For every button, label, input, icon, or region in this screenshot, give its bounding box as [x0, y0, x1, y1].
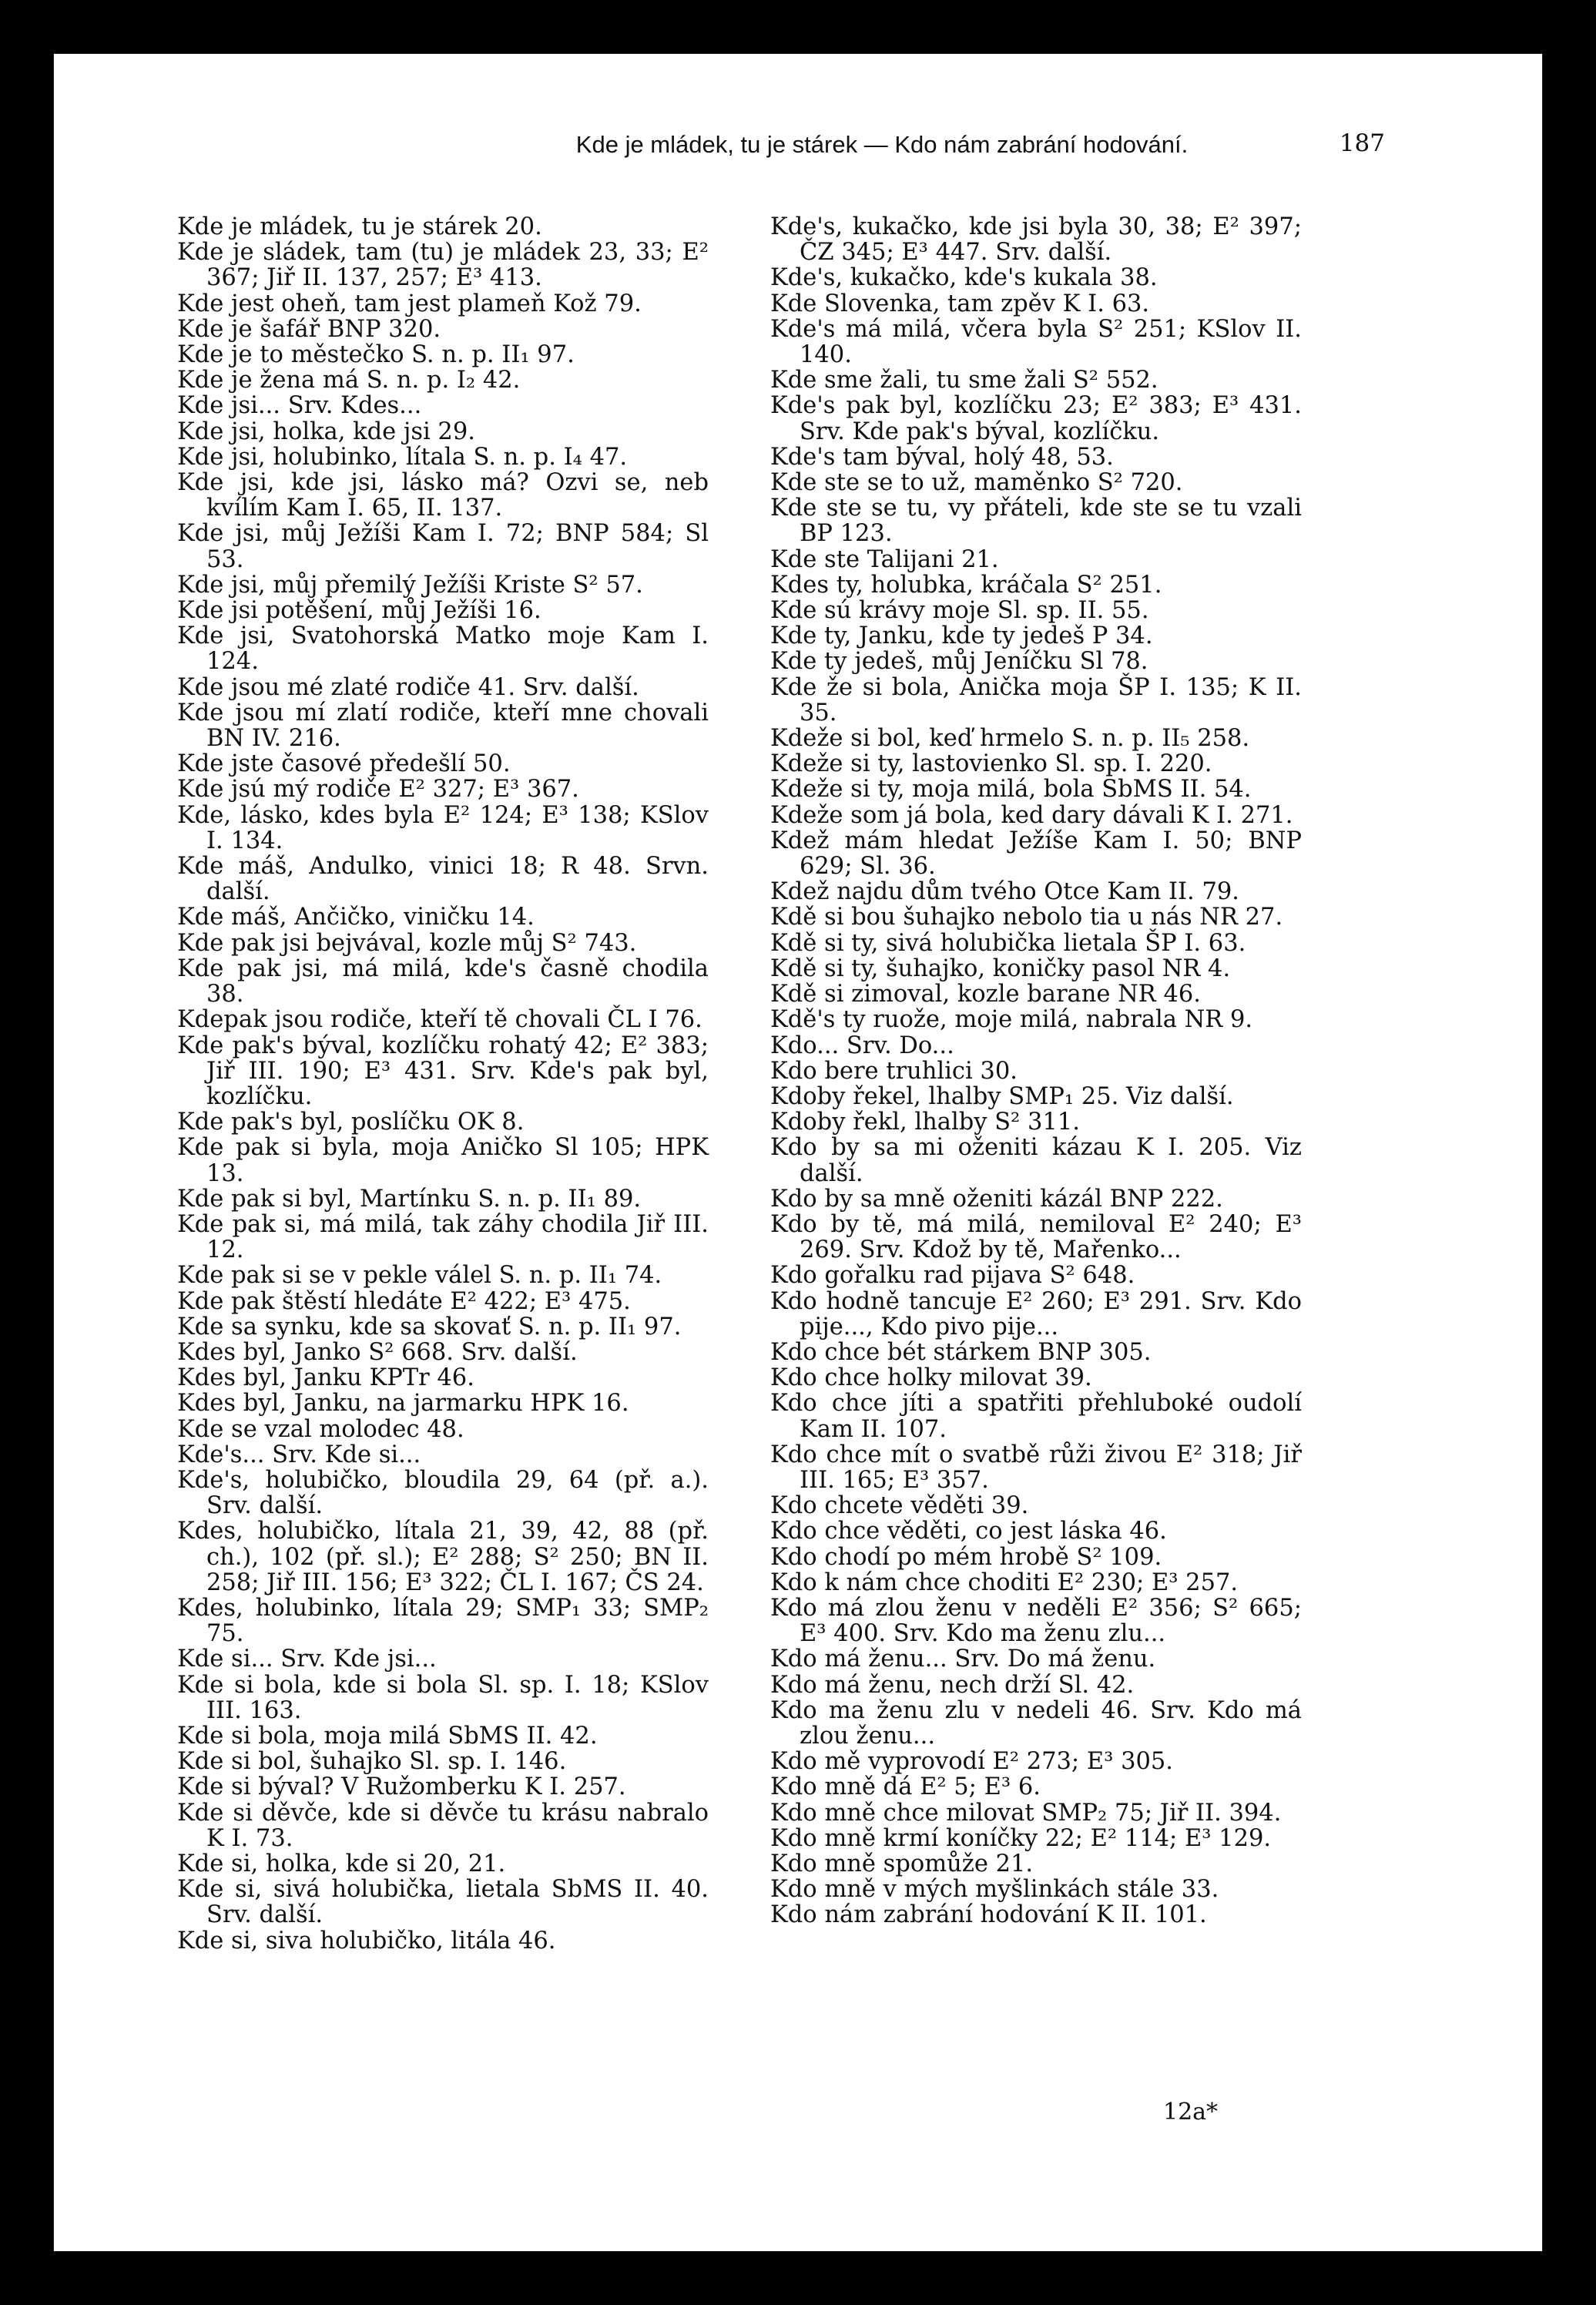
index-entry: Kde jsi, můj přemilý Ježíši Kriste S² 57.: [177, 571, 643, 599]
index-entry: Kde ste se tu, vy přáteli, kde ste se tu vzali BP 123.: [770, 495, 1302, 548]
index-entry: Kde si... Srv. Kde jsi...: [177, 1646, 437, 1673]
page-number: 187: [1339, 129, 1385, 157]
index-entry: Kde jsi, Svatohorská Matko moje Kam I. 124.: [177, 622, 709, 676]
index-entry: Kde pak jsi, má milá, kde's časně chodila 38.: [177, 955, 709, 1008]
index-entry: Kde sú krávy moje Sl. sp. II. 55.: [770, 597, 1149, 625]
index-entry: Kdě si zimoval, kozle barane NR 46.: [770, 981, 1201, 1008]
index-entry: Kde máš, Andulko, vinici 18; R 48. Srvn. další.: [177, 853, 709, 906]
index-entry: Kde si, sivá holubička, lietala SbMS II. 40. Srv. další.: [177, 1876, 709, 1929]
index-entry: Kdo mě vyprovodí E² 273; E³ 305.: [770, 1748, 1173, 1776]
index-entry: Kdo má ženu, nech drží Sl. 42.: [770, 1671, 1135, 1699]
index-entry: Kdo k nám chce choditi E² 230; E³ 257.: [770, 1569, 1239, 1596]
index-entry: Kde si býval? V Ružomberku K I. 257.: [177, 1773, 626, 1801]
index-entry: Kdes, holubičko, lítala 21, 39, 42, 88 (př. ch.), 102 (př. sl.); E² 288; S² 250; BN II. 258; Jiř III. 156; E³ 322; ČL I. 167; ČS 24.: [177, 1518, 709, 1596]
index-entry: Kde sa synku, kde sa skovať S. n. p. II₁ 97.: [177, 1313, 682, 1340]
index-entry: Kdě si ty, sivá holubička lietala ŠP I. 63.: [770, 929, 1246, 957]
index-entry: Kdeže si ty, lastovienko Sl. sp. I. 220.: [770, 750, 1212, 778]
index-entry: Kde jsi potěšení, můj Ježíši 16.: [177, 597, 542, 625]
index-entry: Kdo by tě, má milá, nemiloval E² 240; E³ 269. Srv. Kdož by tě, Mařenko...: [770, 1210, 1302, 1264]
index-entry: Kde jsi, holubinko, lítala S. n. p. I₄ 47.: [177, 443, 628, 471]
index-entry: Kde jsou mí zlatí rodiče, kteří mne chovali BN IV. 216.: [177, 699, 709, 753]
index-entry: Kde si, holka, kde si 20, 21.: [177, 1850, 506, 1877]
index-entry: Kde's, holubičko, bloudila 29, 64 (př. a.). Srv. další.: [177, 1466, 709, 1520]
index-entry: Kdeže si bol, keď hrmelo S. n. p. II₅ 258.: [770, 725, 1250, 753]
index-entry: Kde jsi, kde jsi, lásko má? Ozvi se, neb kvílím Kam I. 65, II. 137.: [177, 469, 709, 522]
index-entry: Kde pak's byl, poslíčku OK 8.: [177, 1109, 525, 1136]
running-header: Kde je mládek, tu je stárek — Kdo nám zabrání hodování.: [575, 131, 1189, 158]
index-entry: Kde's, kukačko, kde jsi byla 30, 38; E² 397; ČZ 345; E³ 447. Srv. další.: [770, 213, 1302, 267]
index-entry: Kde jsou mé zlaté rodiče 41. Srv. další.: [177, 673, 639, 701]
index-entry: Kdo má zlou ženu v neděli E² 356; S² 665; E³ 400. Srv. Kdo ma ženu zlu...: [770, 1594, 1302, 1648]
index-entry: Kdes byl, Janku KPTr 46.: [177, 1364, 474, 1392]
index-entry: Kde's pak byl, kozlíčku 23; E² 383; E³ 431. Srv. Kde pak's býval, kozlíčku.: [770, 392, 1302, 445]
index-entry: Kdo mně krmí koníčky 22; E² 114; E³ 129.: [770, 1824, 1272, 1852]
index-entry: Kdo by sa mně oženiti kázál BNP 222.: [770, 1185, 1223, 1213]
index-entry: Kde Slovenka, tam zpěv K I. 63.: [770, 290, 1150, 317]
index-entry: Kde že si bola, Anička moja ŠP I. 135; K II. 35.: [770, 673, 1302, 726]
index-entry: Kdež mám hledat Ježíše Kam I. 50; BNP 629; Sl. 36.: [770, 827, 1302, 881]
index-column-right: [770, 214, 1302, 1928]
index-entry: Kdo bere truhlici 30.: [770, 1057, 1018, 1085]
index-entry: Kde's, kukačko, kde's kukala 38.: [770, 264, 1158, 292]
index-entry: Kde ty jedeš, můj Jeníčku Sl 78.: [770, 648, 1148, 676]
index-entry: Kdež najdu dům tvého Otce Kam II. 79.: [770, 878, 1239, 906]
index-entry: Kdo chcete věděti 39.: [770, 1492, 1029, 1520]
index-entry: Kdeže si ty, moja milá, bola SbMS II. 54.: [770, 776, 1252, 804]
index-entry: Kde ste Talijani 21.: [770, 545, 999, 573]
index-entry: Kde jsi, holka, kde jsi 29.: [177, 418, 475, 445]
index-entry: Kde jsi... Srv. Kdes...: [177, 392, 422, 420]
index-entry: Kdo chodí po mém hrobě S² 109.: [770, 1543, 1162, 1571]
signature-mark: 12a*: [1163, 2099, 1219, 2125]
index-entry: Kde's tam býval, holý 48, 53.: [770, 443, 1114, 471]
index-entry: Kde pak štěstí hledáte E² 422; E³ 475.: [177, 1287, 631, 1315]
index-entry: Kdo nám zabrání hodování K II. 101.: [770, 1901, 1207, 1929]
index-entry: Kde jste časové předešlí 50.: [177, 750, 511, 778]
index-entry: Kdě's ty ruože, moje milá, nabrala NR 9.: [770, 1006, 1253, 1034]
index-column-left: [177, 214, 709, 1954]
index-entry: Kde je to městečko S. n. p. II₁ 97.: [177, 341, 575, 369]
index-entry: Kdo mně v mých myšlinkách stále 33.: [770, 1876, 1219, 1904]
index-entry: Kde sme žali, tu sme žali S² 552.: [770, 367, 1158, 394]
index-entry: Kde je sládek, tam (tu) je mládek 23, 33; E² 367; Jiř II. 137, 257; E³ 413.: [177, 239, 709, 292]
index-entry: Kdě si bou šuhajko nebolo tia u nás NR 27.: [770, 904, 1283, 931]
index-entry: Kdes byl, Janku, na jarmarku HPK 16.: [177, 1390, 629, 1418]
index-entry: Kde jest oheň, tam jest plameň Kož 79.: [177, 290, 642, 317]
index-entry: Kde pak's býval, kozlíčku rohatý 42; E² 383; Jiř III. 190; E³ 431. Srv. Kde's pak byl, kozlíčku.: [177, 1032, 709, 1110]
index-entry: Kdo chce bét stárkem BNP 305.: [770, 1338, 1152, 1366]
index-entry: Kde je mládek, tu je stárek 20.: [177, 213, 542, 240]
index-entry: Kdoby řekl, lhalby S² 311.: [770, 1109, 1080, 1136]
index-entry: Kdes ty, holubka, kráčala S² 251.: [770, 571, 1162, 599]
index-entry: Kde's má milá, včera byla S² 251; KSlov II. 140.: [770, 315, 1302, 369]
index-entry: Kdo chce holky milovat 39.: [770, 1364, 1092, 1392]
index-entry: Kde jsú mý rodiče E² 327; E³ 367.: [177, 776, 579, 804]
index-entry: Kdo má ženu... Srv. Do má ženu.: [770, 1646, 1156, 1673]
index-entry: Kde pak si se v pekle válel S. n. p. II₁ 74.: [177, 1262, 662, 1290]
index-entry: Kdo ma ženu zlu v nedeli 46. Srv. Kdo má zlou ženu...: [770, 1696, 1302, 1750]
index-entry: Kde máš, Ančičko, viničku 14.: [177, 904, 535, 931]
index-entry: Kde se vzal molodec 48.: [177, 1415, 464, 1443]
index-entry: Kdě si ty, šuhajko, koničky pasol NR 4.: [770, 955, 1231, 982]
index-entry: Kde si, siva holubičko, litála 46.: [177, 1927, 556, 1954]
index-entry: Kdo chce mít o svatbě růži živou E² 318; Jiř III. 165; E³ 357.: [770, 1441, 1302, 1494]
index-entry: Kdes byl, Janko S² 668. Srv. další.: [177, 1338, 578, 1366]
index-entry: Kdo chce jíti a spatřiti přehluboké oudolí Kam II. 107.: [770, 1390, 1302, 1443]
index-entry: Kdo gořalku rad pijava S² 648.: [770, 1262, 1135, 1290]
index-entry: Kdes, holubinko, lítala 29; SMP₁ 33; SMP₂ 75.: [177, 1594, 709, 1648]
index-entry: Kde pak si byla, moja Aničko Sl 105; HPK 13.: [177, 1134, 709, 1187]
index-entry: Kdo hodně tancuje E² 260; E³ 291. Srv. Kdo pije..., Kdo pivo pije...: [770, 1287, 1302, 1340]
index-entry: Kde pak si byl, Martínku S. n. p. II₁ 89.: [177, 1185, 642, 1213]
index-entry: Kdeže som já bola, ked dary dávali K I. 271.: [770, 801, 1293, 829]
index-entry: Kde ty, Janku, kde ty jedeš P 34.: [770, 622, 1153, 650]
index-entry: Kde, lásko, kdes byla E² 124; E³ 138; KSlov I. 134.: [177, 801, 709, 854]
index-entry: Kde je šafář BNP 320.: [177, 315, 441, 343]
index-entry: Kdo... Srv. Do...: [770, 1032, 954, 1059]
index-entry: Kde pak si, má milá, tak záhy chodila Jiř III. 12.: [177, 1210, 709, 1264]
index-entry: Kde si bola, moja milá SbMS II. 42.: [177, 1722, 598, 1750]
index-entry: Kdoby řekel, lhalby SMP₁ 25. Viz další.: [770, 1082, 1234, 1110]
index-entry: Kdo mně spomůže 21.: [770, 1850, 1034, 1877]
index-entry: Kde pak jsi bejvával, kozle můj S² 743.: [177, 929, 637, 957]
index-entry: Kde ste se to už, maměnko S² 720.: [770, 469, 1183, 497]
index-entry: Kde's... Srv. Kde si...: [177, 1441, 421, 1468]
index-entry: Kde je žena má S. n. p. I₂ 42.: [177, 367, 521, 394]
index-entry: Kdo chce věděti, co jest láska 46.: [770, 1518, 1167, 1545]
book-page: [54, 54, 1542, 2251]
index-entry: Kde jsi, můj Ježíši Kam I. 72; BNP 584; Sl 53.: [177, 520, 709, 573]
index-entry: Kde si bol, šuhajko Sl. sp. I. 146.: [177, 1748, 567, 1776]
index-entry: Kdo mně chce milovat SMP₂ 75; Jiř II. 394.: [770, 1799, 1282, 1827]
index-entry: Kdo by sa mi oženiti kázau K I. 205. Viz další.: [770, 1134, 1302, 1187]
index-entry: Kdo mně dá E² 5; E³ 6.: [770, 1773, 1041, 1801]
index-entry: Kde si bola, kde si bola Sl. sp. I. 18; KSlov III. 163.: [177, 1671, 709, 1724]
index-entry: Kdepak jsou rodiče, kteří tě chovali ČL I 76.: [177, 1006, 702, 1034]
index-entry: Kde si děvče, kde si děvče tu krásu nabralo K I. 73.: [177, 1799, 709, 1852]
